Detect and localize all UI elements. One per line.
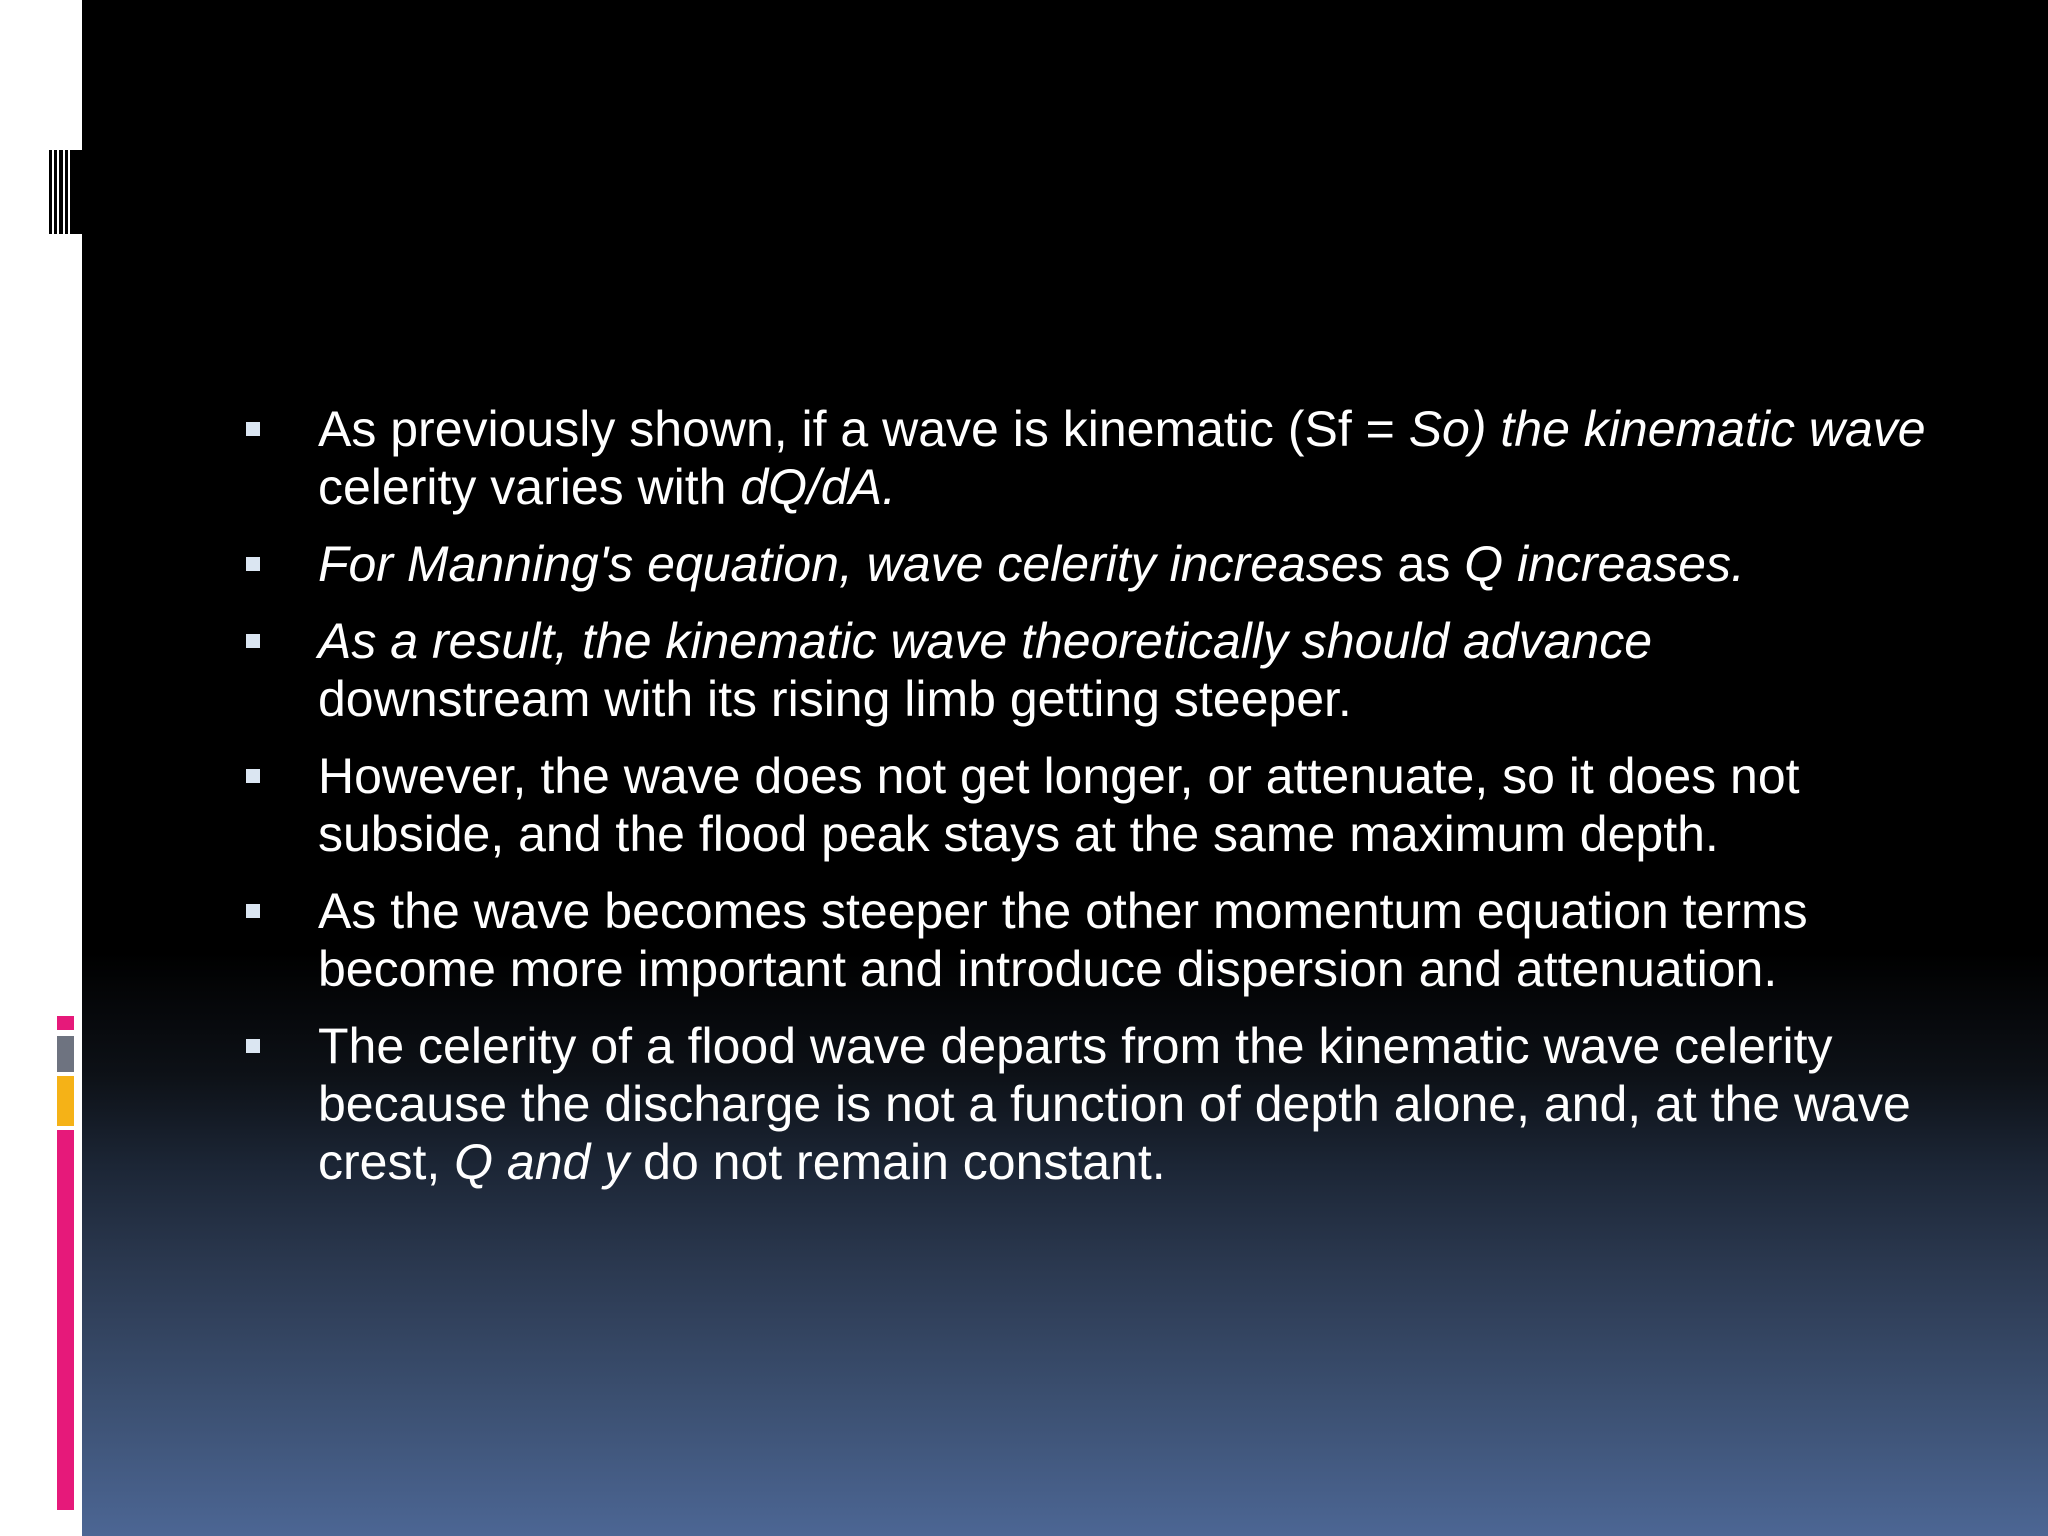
- decor-stripe: [54, 150, 57, 234]
- bullet-text: As a result, the kinematic wave theoretically should advance downstream with its rising limb getting steeper.: [318, 613, 1653, 727]
- decor-stripe: [70, 150, 82, 234]
- bullet-item: [236, 535, 1936, 593]
- decor-stripe: [59, 150, 63, 234]
- bullet-square-icon: [246, 557, 260, 571]
- bullet-text: As previously shown, if a wave is kinematic (Sf = So) the kinematic wave celerity varies with dQ/dA.: [318, 401, 1926, 515]
- bullet-square-icon: [246, 422, 260, 436]
- bullet-item: [236, 882, 1936, 998]
- bullet-text: As the wave becomes steeper the other momentum equation terms become more important and introduce dispersion and attenuation.: [318, 883, 1808, 997]
- decor-stripe: [65, 150, 68, 234]
- accent-bar-gray: [57, 1036, 74, 1072]
- bullet-item: [236, 747, 1936, 863]
- bullet-text: The celerity of a flood wave departs from the kinematic wave celerity because the discharge is not a function of depth alone, and, at the wave crest, Q and y do not remain constant.: [318, 1018, 1911, 1190]
- bullet-item: [236, 400, 1936, 516]
- decor-stripe: [49, 150, 52, 234]
- bullet-text: However, the wave does not get longer, or attenuate, so it does not subside, and the flood peak stays at the same maximum depth.: [318, 748, 1800, 862]
- bullet-text: For Manning's equation, wave celerity increases as Q increases.: [318, 536, 1745, 592]
- bullet-list: [236, 400, 1936, 1191]
- bullet-list-container: [236, 400, 1936, 1210]
- accent-bar-gold: [57, 1076, 74, 1126]
- accent-bar-pink: [57, 1016, 74, 1030]
- accent-bar-pink-long: [57, 1130, 74, 1510]
- bullet-item: [236, 612, 1936, 728]
- bullet-square-icon: [246, 1039, 260, 1053]
- bullet-item: [236, 1017, 1936, 1191]
- bullet-square-icon: [246, 769, 260, 783]
- bullet-square-icon: [246, 634, 260, 648]
- bullet-square-icon: [246, 904, 260, 918]
